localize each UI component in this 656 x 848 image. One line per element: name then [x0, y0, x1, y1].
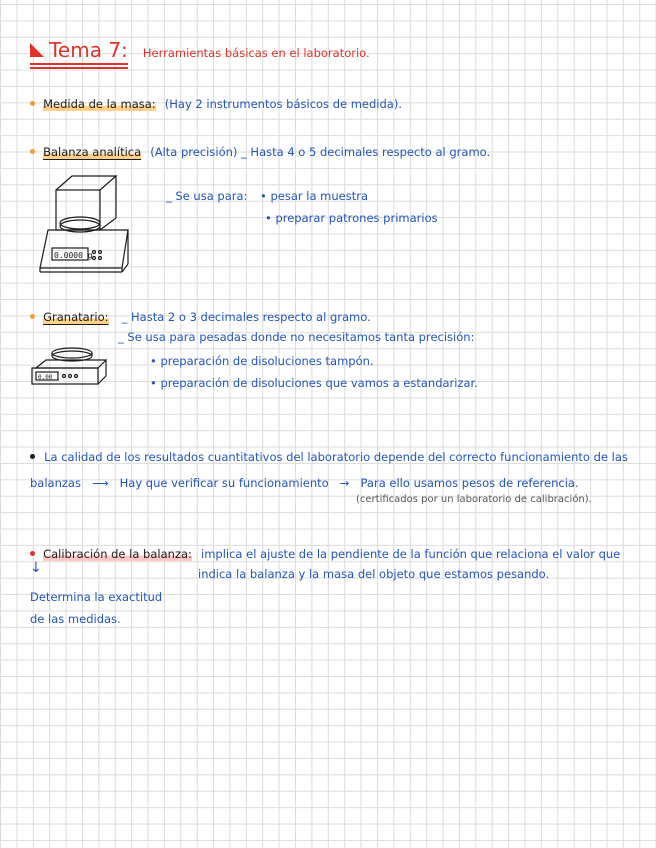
- granatario-label: Granatario:: [43, 310, 109, 324]
- arrow-right-icon: ⟶: [92, 476, 109, 490]
- calidad-line1: La calidad de los resultados cuantitativos del laboratorio depende del correcto funcionamiento de las: [30, 446, 628, 465]
- medida-label: Medida de la masa:: [43, 97, 156, 111]
- analitica-use-1: • pesar la muestra: [260, 189, 368, 203]
- title-prefix: Tema 7:: [49, 38, 128, 62]
- title-underline-2: [30, 67, 128, 69]
- granatario-display-text: 0.00: [38, 374, 53, 381]
- bullet-dot: [30, 101, 35, 106]
- granatario-use-2: • preparación de disoluciones que vamos a estandarizar.: [150, 376, 478, 390]
- analitica-line: [30, 141, 490, 160]
- triangle-bullet-icon: [30, 43, 44, 57]
- bullet-dot: [30, 314, 35, 319]
- medida-line: [30, 93, 402, 112]
- granatario-use-1: • preparación de disoluciones tampón.: [150, 354, 374, 368]
- calidad-line3: (certificados por un laboratorio de calibración).: [356, 494, 592, 505]
- calibracion-line2: indica la balanza y la masa del objeto que estamos pesando.: [198, 567, 550, 581]
- calibracion-side1: Determina la exactitud: [30, 590, 163, 604]
- analitica-use-2: • preparar patrones primarios: [265, 211, 438, 225]
- analitica-text: (Alta precisión) _ Hasta 4 o 5 decimales respecto al gramo.: [150, 145, 491, 159]
- calibracion-line1: Calibración de la balanza: implica el ajuste de la pendiente de la función que relaciona el valor que: [30, 543, 620, 562]
- bullet-dot: [30, 149, 35, 154]
- granatario-line2: _ Se usa para pesadas donde no necesitamos tanta precisión:: [118, 330, 475, 344]
- granatario-line1: _ Hasta 2 o 3 decimales respecto al gramo.: [121, 310, 371, 324]
- medida-text: (Hay 2 instrumentos básicos de medida).: [164, 97, 402, 111]
- title-subtitle: Herramientas básicas en el laboratorio.: [142, 46, 370, 60]
- title-block: [30, 38, 370, 62]
- arrow-right-icon: →: [339, 476, 350, 490]
- calidad-line2: balanzas ⟶ Hay que verificar su funcionamiento → Para ello usamos pesos de referencia.: [30, 476, 579, 490]
- balance-display-text: 0.0000 g: [54, 251, 93, 260]
- bullet-dot: [30, 551, 35, 556]
- analitica-label: Balanza analítica: [43, 145, 142, 159]
- calibracion-label: Calibración de la balanza:: [43, 547, 192, 561]
- arrow-down-icon: ↓: [30, 560, 42, 576]
- calibracion-side2: de las medidas.: [30, 612, 121, 626]
- analitica-uses-intro: _ Se usa para:: [166, 189, 248, 203]
- bullet-dot: [30, 454, 35, 459]
- title-underline: [30, 63, 128, 65]
- granatario-balance-icon: [30, 346, 110, 388]
- analytical-balance-icon: [38, 172, 138, 274]
- granatario-line: [30, 306, 371, 325]
